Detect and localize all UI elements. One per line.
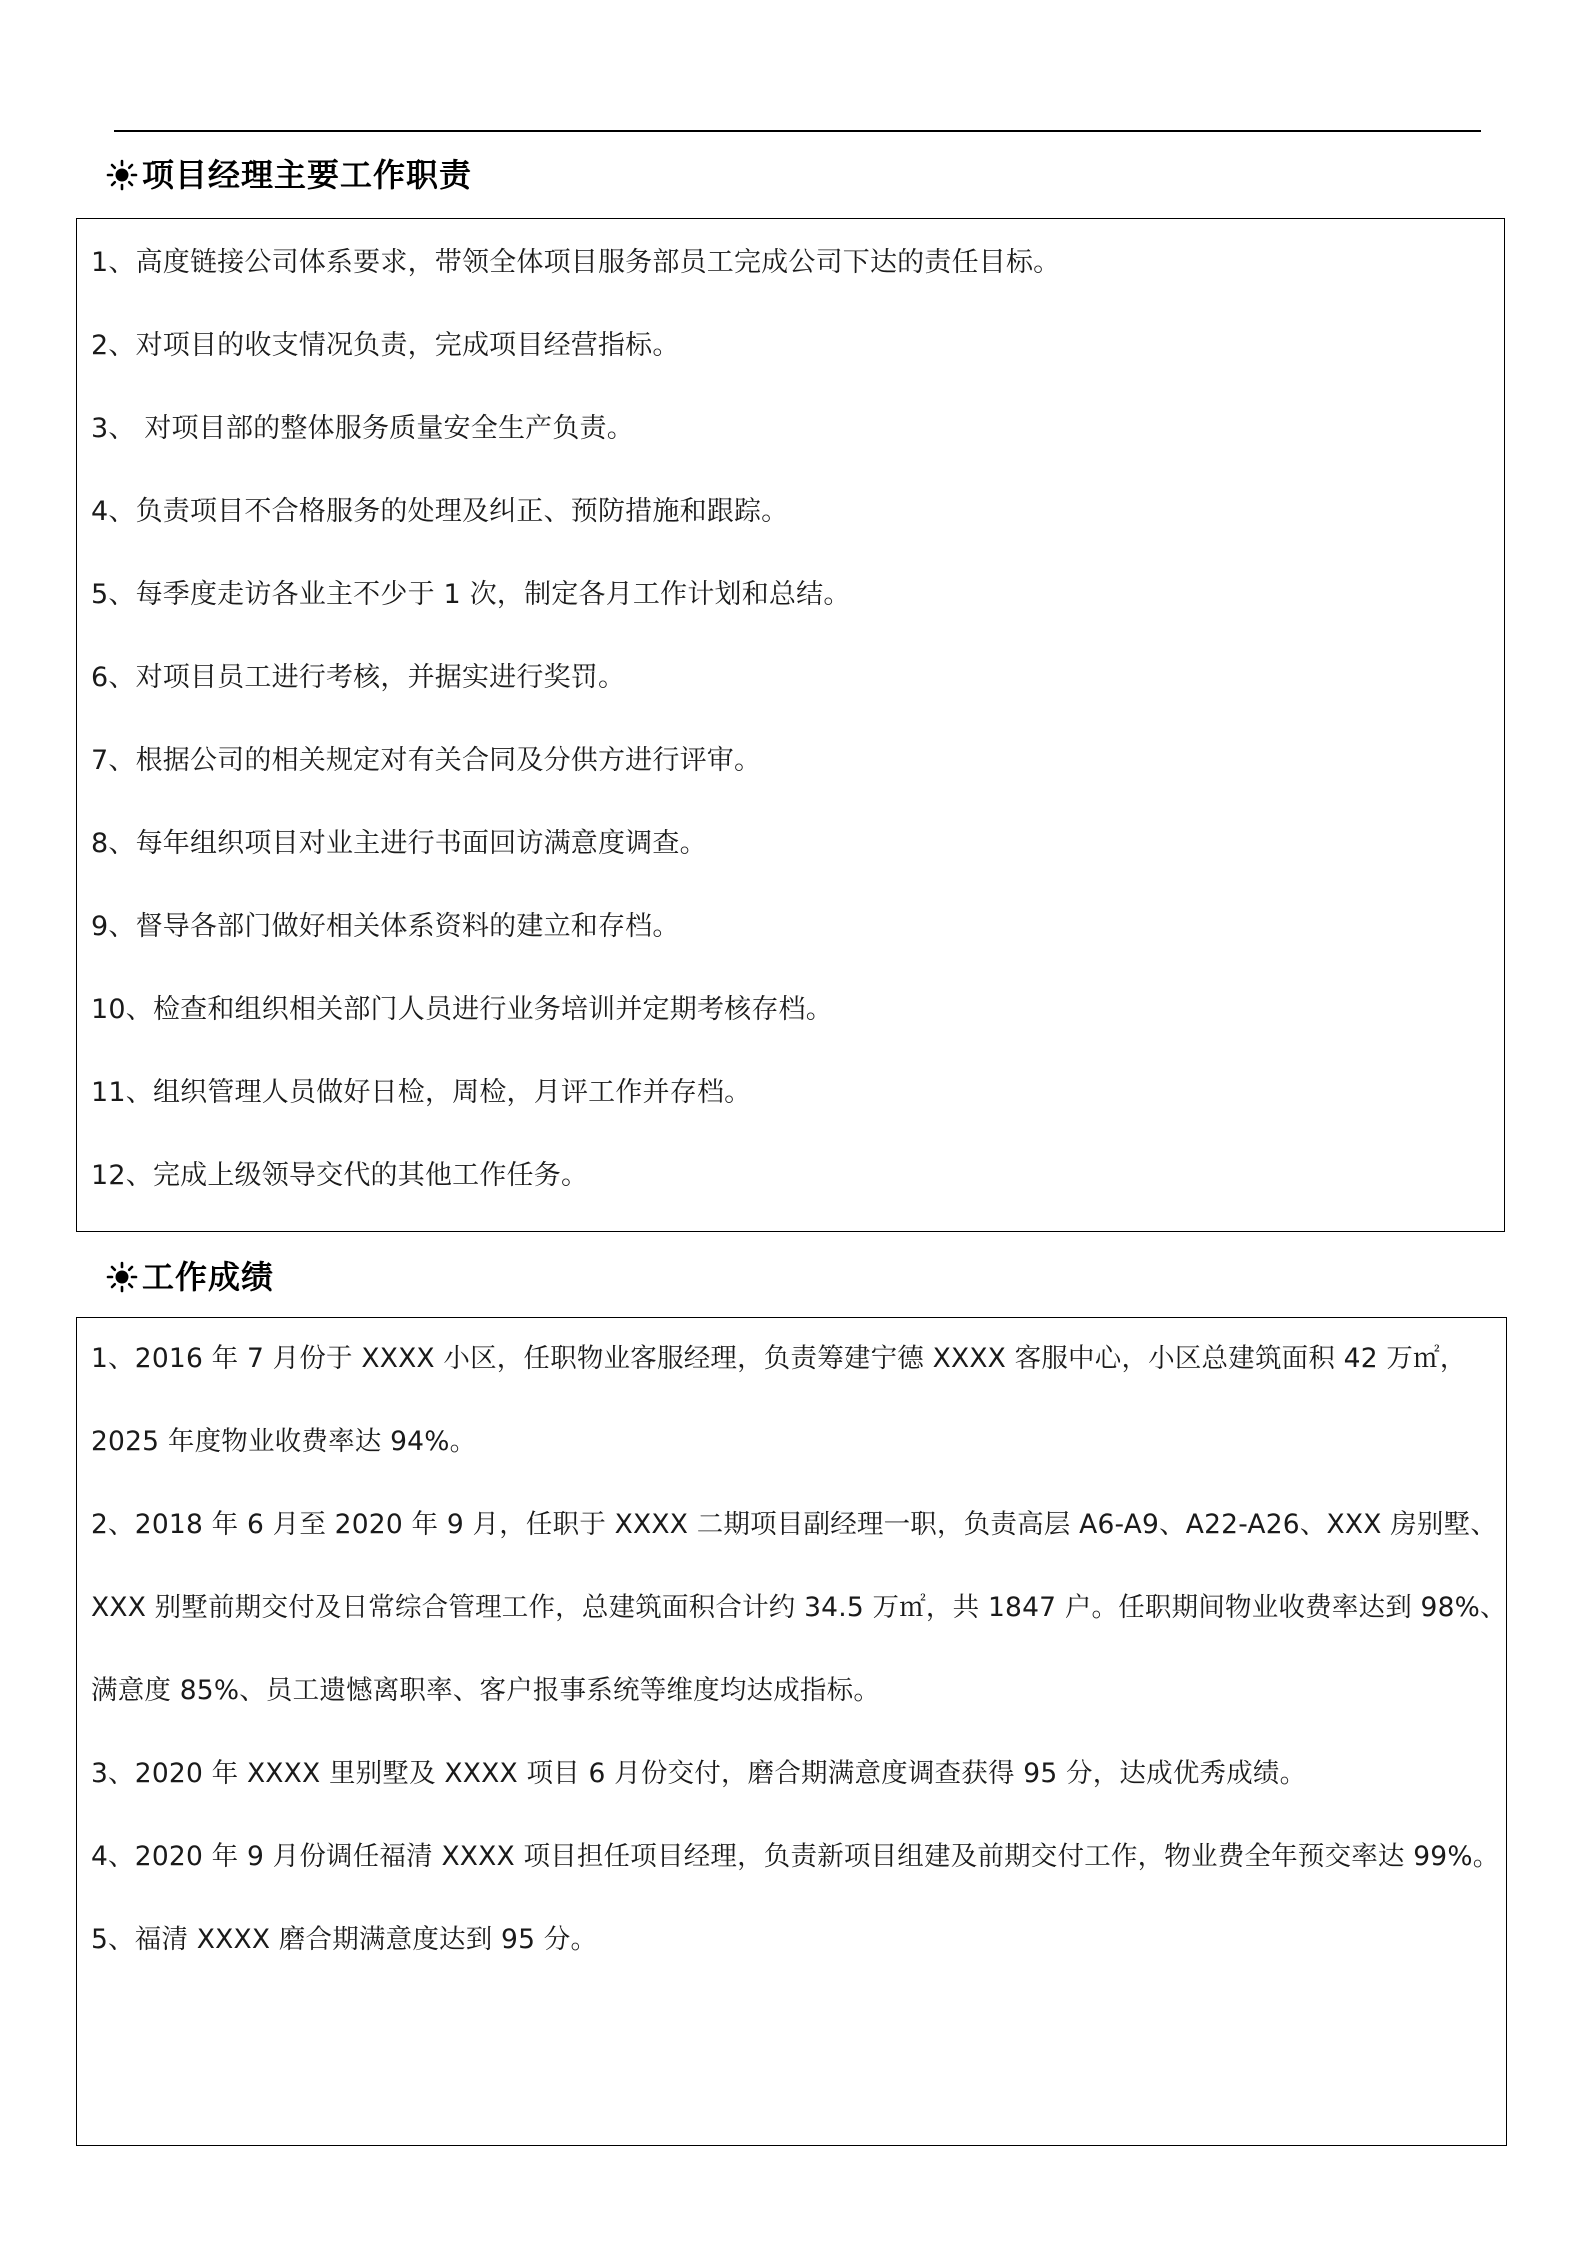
section-title-responsibilities: [106, 155, 472, 195]
responsibilities-box: [76, 218, 1505, 1232]
responsibility-item: 10、检查和组织相关部门人员进行业务培训并定期考核存档。: [91, 994, 833, 1025]
responsibility-item: 3、 对项目部的整体服务质量安全生产负责。: [91, 413, 634, 444]
responsibility-item: 11、组织管理人员做好日检，周检，月评工作并存档。: [91, 1077, 752, 1108]
section-title-text: 项目经理主要工作职责: [142, 156, 473, 194]
achievement-line: 满意度 85%、员工遗憾离职率、客户报事系统等维度均达成指标。: [91, 1675, 881, 1706]
sun-icon: [106, 1261, 138, 1293]
achievement-line: 1、2016 年 7 月份于 XXXX 小区，任职物业客服经理，负责筹建宁德 XXXX 客服中心，小区总建筑面积 42 万㎡，: [91, 1343, 1467, 1374]
achievement-line: 2025 年度物业收费率达 94%。: [91, 1426, 477, 1457]
header-rule: [114, 130, 1481, 132]
responsibility-item: 6、对项目员工进行考核，并据实进行奖罚。: [91, 662, 626, 693]
responsibility-item: 12、完成上级领导交代的其他工作任务。: [91, 1160, 589, 1191]
section-title-text: 工作成绩: [142, 1258, 275, 1296]
achievements-box: [76, 1317, 1507, 2146]
achievement-line: 4、2020 年 9 月份调任福清 XXXX 项目担任项目经理，负责新项目组建及前期交付工作，物业费全年预交率达 99%。: [91, 1841, 1500, 1872]
achievement-line: 2、2018 年 6 月至 2020 年 9 月，任职于 XXXX 二期项目副经理一职，负责高层 A6-A9、A22-A26、XXX 房别墅、: [91, 1509, 1498, 1540]
responsibility-item: 4、负责项目不合格服务的处理及纠正、预防措施和跟踪。: [91, 496, 789, 527]
responsibility-item: 7、根据公司的相关规定对有关合同及分供方进行评审。: [91, 745, 762, 776]
sun-icon: [106, 159, 138, 191]
responsibility-item: 8、每年组织项目对业主进行书面回访满意度调查。: [91, 828, 707, 859]
achievement-line: 3、2020 年 XXXX 里别墅及 XXXX 项目 6 月份交付，磨合期满意度调查获得 95 分，达成优秀成绩。: [91, 1758, 1307, 1789]
responsibility-item: 2、对项目的收支情况负责，完成项目经营指标。: [91, 330, 680, 361]
section-title-achievements: [106, 1257, 274, 1297]
responsibility-item: 1、高度链接公司体系要求，带领全体项目服务部员工完成公司下达的责任目标。: [91, 247, 1061, 278]
achievement-line: 5、福清 XXXX 磨合期满意度达到 95 分。: [91, 1924, 598, 1955]
responsibility-item: 5、每季度走访各业主不少于 1 次，制定各月工作计划和总结。: [91, 579, 851, 610]
responsibility-item: 9、督导各部门做好相关体系资料的建立和存档。: [91, 911, 680, 942]
achievement-line: XXX 别墅前期交付及日常综合管理工作，总建筑面积合计约 34.5 万㎡，共 1847 户。任职期间物业收费率达到 98%、: [91, 1592, 1507, 1623]
